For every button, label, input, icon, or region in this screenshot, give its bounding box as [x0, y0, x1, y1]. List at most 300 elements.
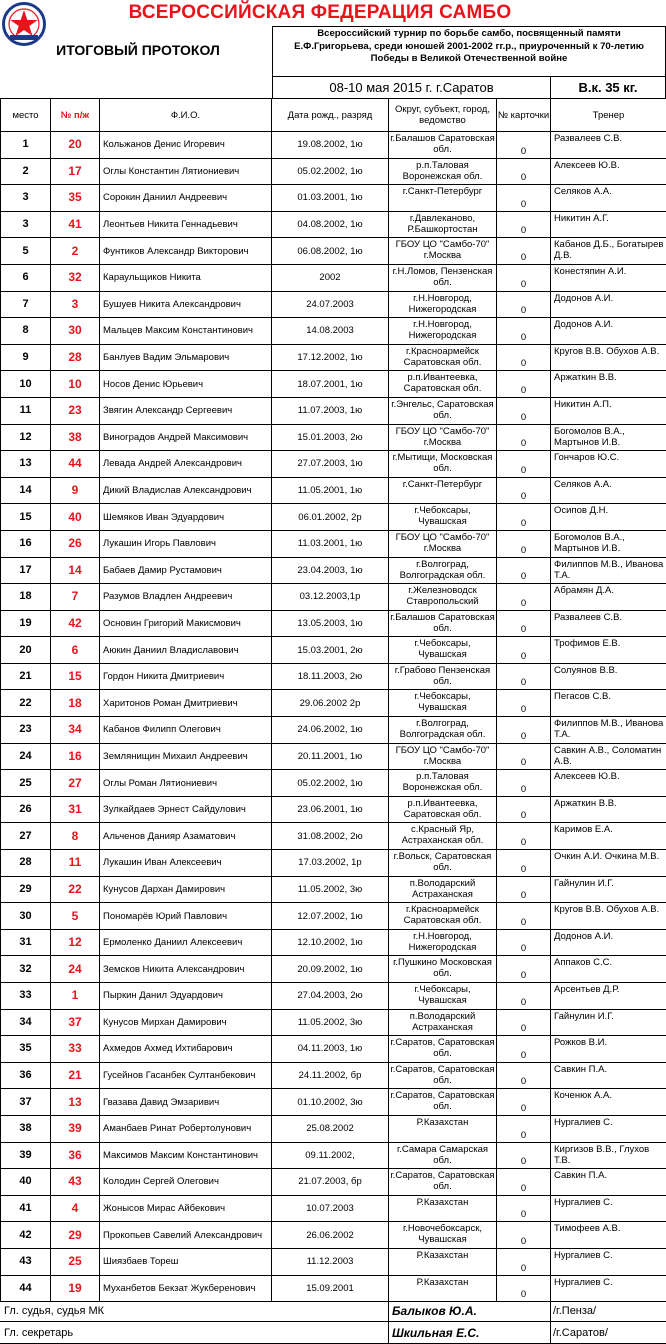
region-cell: г.Пушкино Московская обл.: [389, 956, 497, 983]
num-cell: 20: [51, 132, 100, 159]
coach-cell: Нургалиев С.: [551, 1115, 666, 1142]
sambo-logo-icon: [2, 2, 46, 46]
region-cell: г.Балашов Саратовская обл.: [389, 132, 497, 159]
coach-cell: Алексеев Ю.В.: [551, 770, 666, 797]
num-cell: 40: [51, 504, 100, 531]
coach-cell: Кругов В.В. Обухов А.В.: [551, 344, 666, 371]
name-cell: Жонысов Мирас Айбекович: [100, 1195, 272, 1222]
coach-cell: Кабанов Д.Б., Богатырев Д.В.: [551, 238, 666, 265]
region-cell: Р.Казахстан: [389, 1248, 497, 1275]
num-cell: 1: [51, 983, 100, 1010]
name-cell: Носов Денис Юрьевич: [100, 371, 272, 398]
num-cell: 30: [51, 318, 100, 345]
card-cell: 0: [497, 451, 551, 478]
place-cell: 44: [1, 1275, 51, 1302]
region-cell: ГБОУ ЦО "Самбо-70" г.Москва: [389, 238, 497, 265]
name-cell: Земсков Никита Александрович: [100, 956, 272, 983]
name-cell: Максимов Максим Константинович: [100, 1142, 272, 1169]
region-cell: р.п.Ивантеевка, Саратовская обл.: [389, 796, 497, 823]
table-row: [1, 690, 666, 717]
card-cell: 0: [497, 132, 551, 159]
num-cell: 18: [51, 690, 100, 717]
coach-cell: Селяков А.А.: [551, 185, 666, 212]
secretary-city: /г.Саратов/: [553, 1327, 608, 1339]
coach-cell: Киргизов В.В., Глухов Т.В.: [551, 1142, 666, 1169]
table-row: [1, 238, 666, 265]
birth-cell: 15.09.2001: [272, 1275, 389, 1302]
birth-cell: 29.06.2002 2р: [272, 690, 389, 717]
col-coach-header: Тренер: [551, 99, 666, 132]
card-cell: 0: [497, 397, 551, 424]
region-cell: г.Железноводск Ставропольский: [389, 584, 497, 611]
table-row: [1, 264, 666, 291]
card-cell: 0: [497, 185, 551, 212]
place-cell: 43: [1, 1248, 51, 1275]
birth-cell: 10.07.2003: [272, 1195, 389, 1222]
birth-cell: 17.12.2002, 1ю: [272, 344, 389, 371]
coach-cell: Каримов Е.А.: [551, 823, 666, 850]
place-cell: 1: [1, 132, 51, 159]
card-cell: 0: [497, 663, 551, 690]
card-cell: 0: [497, 238, 551, 265]
region-cell: г.Саратов, Саратовская обл.: [389, 1089, 497, 1116]
col-num-header: № п/ж: [51, 99, 100, 132]
birth-cell: 06.01.2002, 2р: [272, 504, 389, 531]
coach-cell: Филиппов М.В., Иванова Т.А.: [551, 557, 666, 584]
card-cell: 0: [497, 1248, 551, 1275]
place-cell: 40: [1, 1169, 51, 1196]
card-cell: 0: [497, 291, 551, 318]
place-cell: 35: [1, 1036, 51, 1063]
region-cell: Р.Казахстан: [389, 1115, 497, 1142]
card-cell: 0: [497, 610, 551, 637]
birth-cell: 24.06.2002, 1ю: [272, 717, 389, 744]
coach-cell: Развалеев С.В.: [551, 132, 666, 159]
name-cell: Разумов Владлен Андреевич: [100, 584, 272, 611]
place-cell: 28: [1, 850, 51, 877]
place-cell: 18: [1, 584, 51, 611]
protocol-title: ИТОГОВЫЙ ПРОТОКОЛ: [56, 42, 220, 58]
place-cell: 27: [1, 823, 51, 850]
judge-role: Гл. судья, судья МК: [4, 1305, 105, 1317]
table-row: [1, 291, 666, 318]
coach-cell: Гончаров Ю.С.: [551, 451, 666, 478]
card-cell: 0: [497, 717, 551, 744]
region-cell: г.Грабово Пензенская обл.: [389, 663, 497, 690]
name-cell: Основин Григорий Макисмович: [100, 610, 272, 637]
weight-category: В.к. 35 кг.: [550, 77, 666, 98]
table-row: [1, 584, 666, 611]
num-cell: 35: [51, 185, 100, 212]
name-cell: Лукашин Игорь Павлович: [100, 530, 272, 557]
coach-cell: Рожков В.И.: [551, 1036, 666, 1063]
coach-cell: Конестяпин А.И.: [551, 264, 666, 291]
secretary-row: [0, 1322, 666, 1344]
birth-cell: 11.07.2003, 1ю: [272, 397, 389, 424]
coach-cell: Нургалиев С.: [551, 1195, 666, 1222]
region-cell: г.Чебоксары, Чувашская: [389, 690, 497, 717]
card-cell: 0: [497, 903, 551, 930]
region-cell: р.п.Таловая Воронежская обл.: [389, 770, 497, 797]
judge-city: /г.Пенза/: [553, 1305, 597, 1317]
name-cell: Шиязбаев Тореш: [100, 1248, 272, 1275]
birth-cell: 11.05.2001, 1ю: [272, 477, 389, 504]
coach-cell: Аржаткин В.В.: [551, 371, 666, 398]
place-cell: 36: [1, 1062, 51, 1089]
table-row: [1, 1089, 666, 1116]
card-cell: 0: [497, 983, 551, 1010]
col-region-header: Округ, субъект, город, ведомство: [389, 99, 497, 132]
region-cell: г.Н.Новгород, Нижегородская: [389, 291, 497, 318]
name-cell: Мальцев Максим Константинович: [100, 318, 272, 345]
region-cell: г.Волгоград, Волгоградская обл.: [389, 717, 497, 744]
region-cell: г.Красноармейск Саратовская обл.: [389, 344, 497, 371]
card-cell: 0: [497, 530, 551, 557]
card-cell: 0: [497, 876, 551, 903]
birth-cell: 25.08.2002: [272, 1115, 389, 1142]
table-row: [1, 796, 666, 823]
birth-cell: 23.06.2001, 1ю: [272, 796, 389, 823]
name-cell: Землянищин Михаил Андреевич: [100, 743, 272, 770]
num-cell: 25: [51, 1248, 100, 1275]
name-cell: Прокопьев Савелий Александрович: [100, 1222, 272, 1249]
place-cell: 39: [1, 1142, 51, 1169]
place-cell: 42: [1, 1222, 51, 1249]
place-cell: 29: [1, 876, 51, 903]
card-cell: 0: [497, 158, 551, 185]
num-cell: 7: [51, 584, 100, 611]
birth-cell: 12.07.2002, 1ю: [272, 903, 389, 930]
name-cell: Муханбетов Бекзат Жукберенович: [100, 1275, 272, 1302]
coach-cell: Развалеев С.В.: [551, 610, 666, 637]
coach-cell: Селяков А.А.: [551, 477, 666, 504]
date-place: 08-10 мая 2015 г. г.Саратов: [272, 77, 550, 98]
place-cell: 41: [1, 1195, 51, 1222]
name-cell: Пыркин Данил Эдуардович: [100, 983, 272, 1010]
place-cell: 15: [1, 504, 51, 531]
birth-cell: 21.07.2003, бр: [272, 1169, 389, 1196]
table-row: [1, 610, 666, 637]
coach-cell: Додонов А.И.: [551, 929, 666, 956]
coach-cell: Арсентьев Д.Р.: [551, 983, 666, 1010]
birth-cell: 15.03.2001, 2ю: [272, 637, 389, 664]
birth-cell: 20.11.2001, 1ю: [272, 743, 389, 770]
table-row: [1, 477, 666, 504]
region-cell: г.Саратов, Саратовская обл.: [389, 1169, 497, 1196]
table-row: [1, 823, 666, 850]
birth-cell: 05.02.2002, 1ю: [272, 158, 389, 185]
name-cell: Бушуев Никита Александрович: [100, 291, 272, 318]
table-row: [1, 1248, 666, 1275]
name-cell: Фунтиков Александр Викторович: [100, 238, 272, 265]
table-row: [1, 717, 666, 744]
birth-cell: 12.10.2002, 1ю: [272, 929, 389, 956]
num-cell: 31: [51, 796, 100, 823]
region-cell: с.Красный Яр, Астраханская обл.: [389, 823, 497, 850]
card-cell: 0: [497, 1195, 551, 1222]
card-cell: 0: [497, 504, 551, 531]
region-cell: г.Саратов, Саратовская обл.: [389, 1062, 497, 1089]
coach-cell: Богомолов В.А., Мартынов И.В.: [551, 530, 666, 557]
coach-cell: Гайнулин И.Г.: [551, 1009, 666, 1036]
region-cell: г.Чебоксары, Чувашская: [389, 504, 497, 531]
table-row: [1, 903, 666, 930]
region-cell: г.Н.Новгород, Нижегородская: [389, 929, 497, 956]
place-cell: 21: [1, 663, 51, 690]
name-cell: Кунусов Дархан Дамирович: [100, 876, 272, 903]
tournament-line-1: Всероссийский турнир по борьбе самбо, посвященный памяти: [317, 28, 621, 39]
table-row: [1, 530, 666, 557]
coach-cell: Абрамян Д.А.: [551, 584, 666, 611]
tournament-line-2: Е.Ф.Григорьева, среди юношей 2001-2002 гг.р., приуроченный к 70-летию: [294, 40, 644, 52]
name-cell: Аюкин Даниил Владиславович: [100, 637, 272, 664]
card-cell: 0: [497, 318, 551, 345]
place-cell: 20: [1, 637, 51, 664]
birth-cell: 26.06.2002: [272, 1222, 389, 1249]
birth-cell: 11.05.2002, 3ю: [272, 1009, 389, 1036]
birth-cell: 11.12.2003: [272, 1248, 389, 1275]
table-row: [1, 1036, 666, 1063]
place-cell: 26: [1, 796, 51, 823]
region-cell: р.п.Таловая Воронежская обл.: [389, 158, 497, 185]
name-cell: Леонтьев Никита Геннадьевич: [100, 211, 272, 238]
table-row: [1, 743, 666, 770]
name-cell: Лукашин Иван Алексеевич: [100, 850, 272, 877]
table-row: [1, 663, 666, 690]
table-row: [1, 1195, 666, 1222]
card-cell: 0: [497, 850, 551, 877]
coach-cell: Трофимов Е.В.: [551, 637, 666, 664]
num-cell: 39: [51, 1115, 100, 1142]
num-cell: 32: [51, 264, 100, 291]
table-row: [1, 318, 666, 345]
place-cell: 7: [1, 291, 51, 318]
card-cell: 0: [497, 557, 551, 584]
card-cell: 0: [497, 796, 551, 823]
num-cell: 34: [51, 717, 100, 744]
name-cell: Альченов Данияр Азаматович: [100, 823, 272, 850]
num-cell: 12: [51, 929, 100, 956]
table-row: [1, 132, 666, 159]
name-cell: Шемяков Иван Эдуардович: [100, 504, 272, 531]
name-cell: Зулкайдаев Эрнест Сайдулович: [100, 796, 272, 823]
table-row: [1, 397, 666, 424]
card-cell: 0: [497, 1062, 551, 1089]
coach-cell: Додонов А.И.: [551, 318, 666, 345]
coach-cell: Солуянов В.В.: [551, 663, 666, 690]
place-cell: 10: [1, 371, 51, 398]
card-cell: 0: [497, 1222, 551, 1249]
name-cell: Пономарёв Юрий Павлович: [100, 903, 272, 930]
place-cell: 13: [1, 451, 51, 478]
region-cell: г.Саратов, Саратовская обл.: [389, 1036, 497, 1063]
card-cell: 0: [497, 477, 551, 504]
place-cell: 17: [1, 557, 51, 584]
card-cell: 0: [497, 211, 551, 238]
num-cell: 27: [51, 770, 100, 797]
birth-cell: 15.01.2003, 2ю: [272, 424, 389, 451]
birth-cell: 24.07.2003: [272, 291, 389, 318]
region-cell: Р.Казахстан: [389, 1195, 497, 1222]
name-cell: Кабанов Филипп Олегович: [100, 717, 272, 744]
col-card-header: № карточки: [497, 99, 551, 132]
table-header-row: [1, 99, 666, 132]
secretary-name: Шкильная Е.С.: [392, 1326, 480, 1340]
coach-cell: Богомолов В.А., Мартынов И.В.: [551, 424, 666, 451]
num-cell: 17: [51, 158, 100, 185]
place-cell: 6: [1, 264, 51, 291]
card-cell: 0: [497, 823, 551, 850]
num-cell: 14: [51, 557, 100, 584]
table-row: [1, 1275, 666, 1302]
card-cell: 0: [497, 584, 551, 611]
birth-cell: 27.07.2003, 1ю: [272, 451, 389, 478]
num-cell: 10: [51, 371, 100, 398]
coach-cell: Гайнулин И.Г.: [551, 876, 666, 903]
table-row: [1, 1009, 666, 1036]
region-cell: г.Самара Самарская обл.: [389, 1142, 497, 1169]
coach-cell: Савкин П.А.: [551, 1062, 666, 1089]
coach-cell: Додонов А.И.: [551, 291, 666, 318]
num-cell: 8: [51, 823, 100, 850]
num-cell: 19: [51, 1275, 100, 1302]
coach-cell: Аржаткин В.В.: [551, 796, 666, 823]
place-cell: 32: [1, 956, 51, 983]
table-row: [1, 1142, 666, 1169]
num-cell: 33: [51, 1036, 100, 1063]
region-cell: г.Н.Новгород, Нижегородская: [389, 318, 497, 345]
place-cell: 5: [1, 238, 51, 265]
place-cell: 33: [1, 983, 51, 1010]
coach-cell: Кругов В.В. Обухов А.В.: [551, 903, 666, 930]
birth-cell: 13.05.2003, 1ю: [272, 610, 389, 637]
col-place-header: место: [1, 99, 51, 132]
tournament-line-3: Победы в Великой Отечественной войне: [370, 53, 568, 64]
num-cell: 42: [51, 610, 100, 637]
table-row: [1, 1222, 666, 1249]
num-cell: 41: [51, 211, 100, 238]
place-cell: 9: [1, 344, 51, 371]
coach-cell: Осипов Д.Н.: [551, 504, 666, 531]
name-cell: Оглы Константин Лятиониевич: [100, 158, 272, 185]
region-cell: р.п.Ивантеевка, Саратовская обл.: [389, 371, 497, 398]
region-cell: Р.Казахстан: [389, 1275, 497, 1302]
judge-name: Балыков Ю.А.: [392, 1304, 477, 1318]
coach-cell: Никитин А.Г.: [551, 211, 666, 238]
table-row: [1, 850, 666, 877]
num-cell: 15: [51, 663, 100, 690]
coach-cell: Пегасов С.В.: [551, 690, 666, 717]
table-row: [1, 158, 666, 185]
region-cell: г.Санкт-Петербург: [389, 477, 497, 504]
table-row: [1, 185, 666, 212]
name-cell: Гвазава Давид Эмзаривич: [100, 1089, 272, 1116]
birth-cell: 24.11.2002, бр: [272, 1062, 389, 1089]
coach-cell: Аппаков С.С.: [551, 956, 666, 983]
region-cell: п.Володарский Астраханская: [389, 1009, 497, 1036]
region-cell: г.Чебоксары, Чувашская: [389, 637, 497, 664]
birth-cell: 18.07.2001, 1ю: [272, 371, 389, 398]
num-cell: 44: [51, 451, 100, 478]
name-cell: Кольжанов Денис Игоревич: [100, 132, 272, 159]
region-cell: г.Санкт-Петербург: [389, 185, 497, 212]
num-cell: 24: [51, 956, 100, 983]
table-row: [1, 956, 666, 983]
region-cell: г.Давлеканово, Р.Башкортостан: [389, 211, 497, 238]
name-cell: Гусейнов Гасанбек Султанбекович: [100, 1062, 272, 1089]
card-cell: 0: [497, 264, 551, 291]
card-cell: 0: [497, 690, 551, 717]
judge-row: [0, 1300, 666, 1322]
federation-title: ВСЕРОССИЙСКАЯ ФЕДЕРАЦИЯ САМБО: [128, 2, 512, 23]
birth-cell: 18.11.2003, 2ю: [272, 663, 389, 690]
coach-cell: Очкин А.И. Очкина М.В.: [551, 850, 666, 877]
coach-cell: Нургалиев С.: [551, 1248, 666, 1275]
region-cell: г.Вольск, Саратовская обл.: [389, 850, 497, 877]
region-cell: г.Чебоксары, Чувашская: [389, 983, 497, 1010]
card-cell: 0: [497, 929, 551, 956]
num-cell: 21: [51, 1062, 100, 1089]
birth-cell: 20.09.2002, 1ю: [272, 956, 389, 983]
num-cell: 2: [51, 238, 100, 265]
coach-cell: Савкин А.В., Соломатин А.В.: [551, 743, 666, 770]
name-cell: Виноградов Андрей Максимович: [100, 424, 272, 451]
results-table: [0, 98, 666, 1302]
birth-cell: 17.03.2002, 1р: [272, 850, 389, 877]
place-cell: 3: [1, 185, 51, 212]
num-cell: 37: [51, 1009, 100, 1036]
region-cell: ГБОУ ЦО "Самбо-70" г.Москва: [389, 530, 497, 557]
tournament-description: [272, 26, 666, 77]
name-cell: Бабаев Дамир Рустамович: [100, 557, 272, 584]
num-cell: 29: [51, 1222, 100, 1249]
birth-cell: 01.03.2001, 1ю: [272, 185, 389, 212]
table-row: [1, 344, 666, 371]
num-cell: 3: [51, 291, 100, 318]
table-row: [1, 371, 666, 398]
card-cell: 0: [497, 1036, 551, 1063]
card-cell: 0: [497, 1169, 551, 1196]
name-cell: Гордон Никита Дмитриевич: [100, 663, 272, 690]
name-cell: Аманбаев Ринат Робертолунович: [100, 1115, 272, 1142]
place-cell: 22: [1, 690, 51, 717]
place-cell: 8: [1, 318, 51, 345]
num-cell: 6: [51, 637, 100, 664]
num-cell: 28: [51, 344, 100, 371]
name-cell: Ахмедов Ахмед Ихтибарович: [100, 1036, 272, 1063]
region-cell: г.Красноармейск Саратовская обл.: [389, 903, 497, 930]
num-cell: 16: [51, 743, 100, 770]
place-cell: 37: [1, 1089, 51, 1116]
num-cell: 22: [51, 876, 100, 903]
birth-cell: 04.11.2003, 1ю: [272, 1036, 389, 1063]
name-cell: Караульщиков Никита: [100, 264, 272, 291]
coach-cell: Савкин П.А.: [551, 1169, 666, 1196]
table-row: [1, 451, 666, 478]
card-cell: 0: [497, 344, 551, 371]
region-cell: г.Мытищи, Московская обл.: [389, 451, 497, 478]
card-cell: 0: [497, 1009, 551, 1036]
region-cell: г.Н.Ломов, Пензенская обл.: [389, 264, 497, 291]
coach-cell: Никитин А.П.: [551, 397, 666, 424]
name-cell: Сорокин Даниил Андреевич: [100, 185, 272, 212]
birth-cell: 14.08.2003: [272, 318, 389, 345]
place-cell: 30: [1, 903, 51, 930]
coach-cell: Тимофеев А.В.: [551, 1222, 666, 1249]
card-cell: 0: [497, 371, 551, 398]
table-row: [1, 1062, 666, 1089]
table-row: [1, 876, 666, 903]
